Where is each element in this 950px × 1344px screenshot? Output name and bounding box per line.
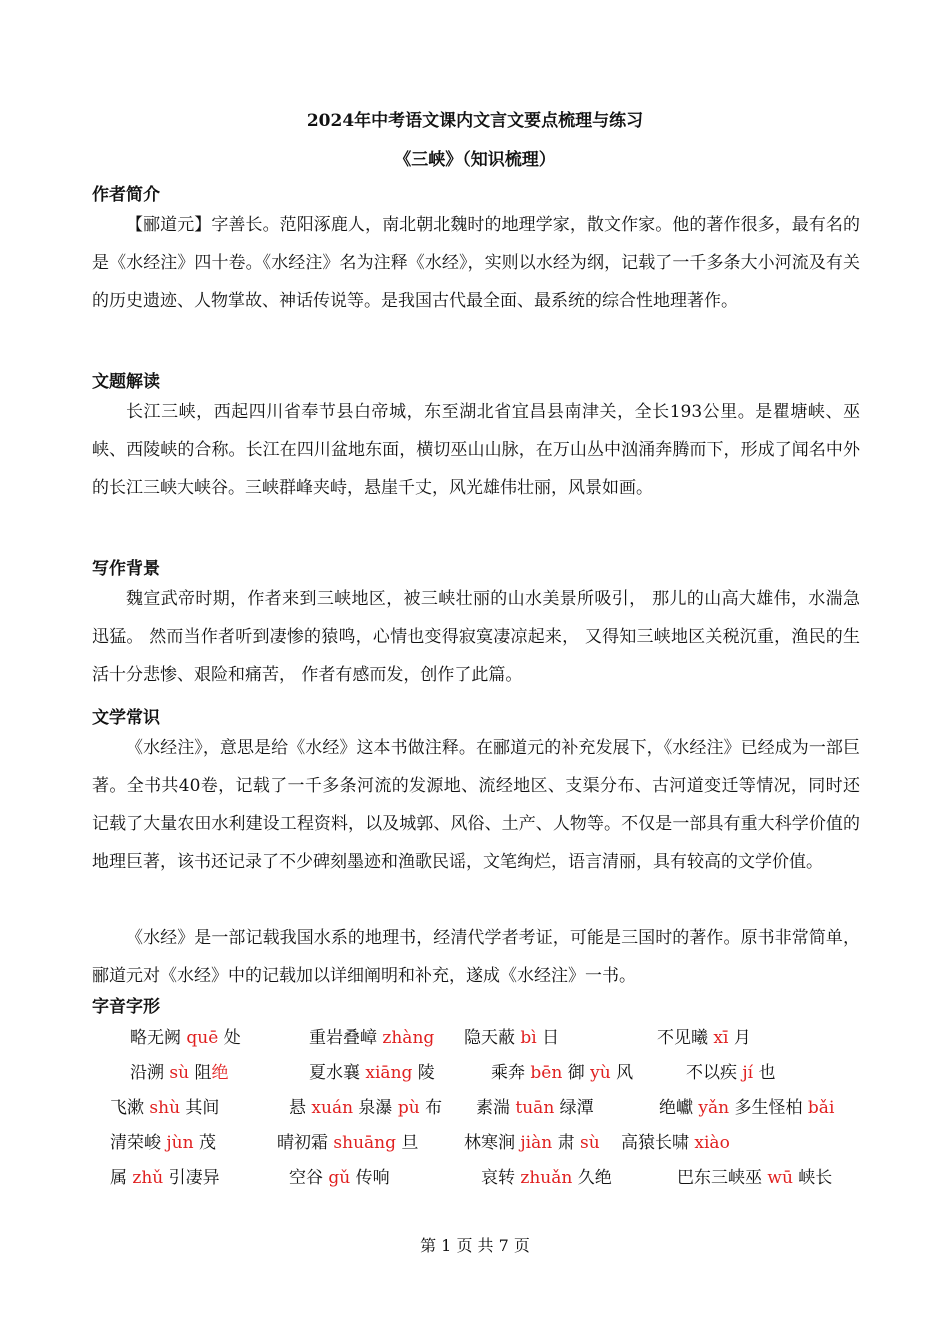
literature-paragraph-2: 《水经》是一部记载我国水系的地理书，经清代学者考证，可能是三国时的著作。原书非常简单，郦道元对《水经》中的记载加以详细阐明和补充，遂成《水经注》一书。 [92,928,860,986]
pronunciation-item: 不以疾 jí 也 [686,1063,776,1083]
title-reading-paragraph: 长江三峡，西起四川省奉节县白帝城，东至湖北省宜昌县南津关，全长193公里。是瞿塘峡、巫峡、西陵峡的合称。长江在四川盆地东面，横切巫山山脉，在万山丛中汹涌奔腾而下，形成了闻名中外的长江三峡大峡谷。三峡群峰夹峙，悬崖千丈，风光雄伟壮丽，风景如画。 [92,402,860,498]
section-heading-title-reading: 文题解读 [92,372,160,392]
page-footer: 第 1 页 共 7 页 [420,1236,530,1255]
pronunciation-item: 空谷 gǔ 传响 [289,1168,390,1188]
pronunciation-item: 隐天蔽 bì 日 [464,1028,560,1048]
pronunciation-item: 清荣峻 jùn 茂 [110,1133,216,1153]
pronunciation-item: 夏水襄 xiāng 陵 [309,1063,435,1083]
pronunciation-item: 沿溯 sù 阻绝 [130,1063,229,1083]
pronunciation-item: 悬 xuán 泉瀑 pù 布 [289,1098,443,1118]
literature-paragraph-1: 《水经注》，意思是给《水经》这本书做注释。在郦道元的补充发展下，《水经注》已经成为一部巨著。全书共40卷，记载了一千多条河流的发源地、流经地区、支渠分布、古河道变迁等情况，同时还记载了大量农田水利建设工程资料，以及城郭、风俗、土产、人物等。不仅是一部具有重大科学价值的地理巨著，该书还记录了不少碑刻墨迹和渔歌民谣，文笔绚烂，语言清丽，具有较高的文学价值。 [92,738,860,872]
pronunciation-item: 重岩叠嶂 zhàng [309,1028,435,1048]
document-subtitle: 《三峡》（知识梳理） [394,150,556,170]
author-paragraph: 【郦道元】字善长。范阳涿鹿人，南北朝北魏时的地理学家，散文作家。他的著作很多，最有名的是《水经注》四十卷。《水经注》名为注释《水经》，实则以水经为纲，记载了一千多条大小河流及有关的历史遗迹、人物掌故、神话传说等。是我国古代最全面、最系统的综合性地理著作。 [92,215,860,311]
section-heading-author: 作者简介 [92,185,160,205]
pronunciation-item: 属 zhǔ 引凄异 [110,1168,220,1188]
pronunciation-item: 略无阙 quē 处 [130,1028,241,1048]
pronunciation-item: 林寒涧 jiàn 肃 sù [464,1133,600,1153]
pronunciation-item: 素湍 tuān 绿潭 [476,1098,594,1118]
pronunciation-item: 乘奔 bēn 御 yù 风 [491,1063,634,1083]
pronunciation-item: 高猿长啸 xiào [621,1133,730,1153]
pronunciation-item: 飞漱 shù 其间 [110,1098,220,1118]
document-title: 2024年中考语文课内文言文要点梳理与练习 [306,111,644,131]
section-heading-pronunciation: 字音字形 [92,997,160,1017]
pronunciation-item: 不见曦 xī 月 [657,1028,751,1048]
pronunciation-item: 巴东三峡巫 wū 峡长 [677,1168,833,1188]
section-heading-background: 写作背景 [92,559,160,579]
pronunciation-item: 绝巘 yǎn 多生怪柏 bǎi [659,1098,835,1118]
pronunciation-item: 晴初霜 shuāng 旦 [277,1133,419,1153]
background-paragraph: 魏宣武帝时期，作者来到三峡地区，被三峡壮丽的山水美景所吸引， 那儿的山高大雄伟，水湍急迅猛。 然而当作者听到凄惨的猿鸣，心情也变得寂寞凄凉起来， 又得知三峡地区关税沉重，渔民的生活十分悲惨、艰险和痛苦， 作者有感而发，创作了此篇。 [92,589,860,685]
section-heading-literature: 文学常识 [92,708,160,728]
pronunciation-item: 哀转 zhuǎn 久绝 [481,1168,612,1188]
